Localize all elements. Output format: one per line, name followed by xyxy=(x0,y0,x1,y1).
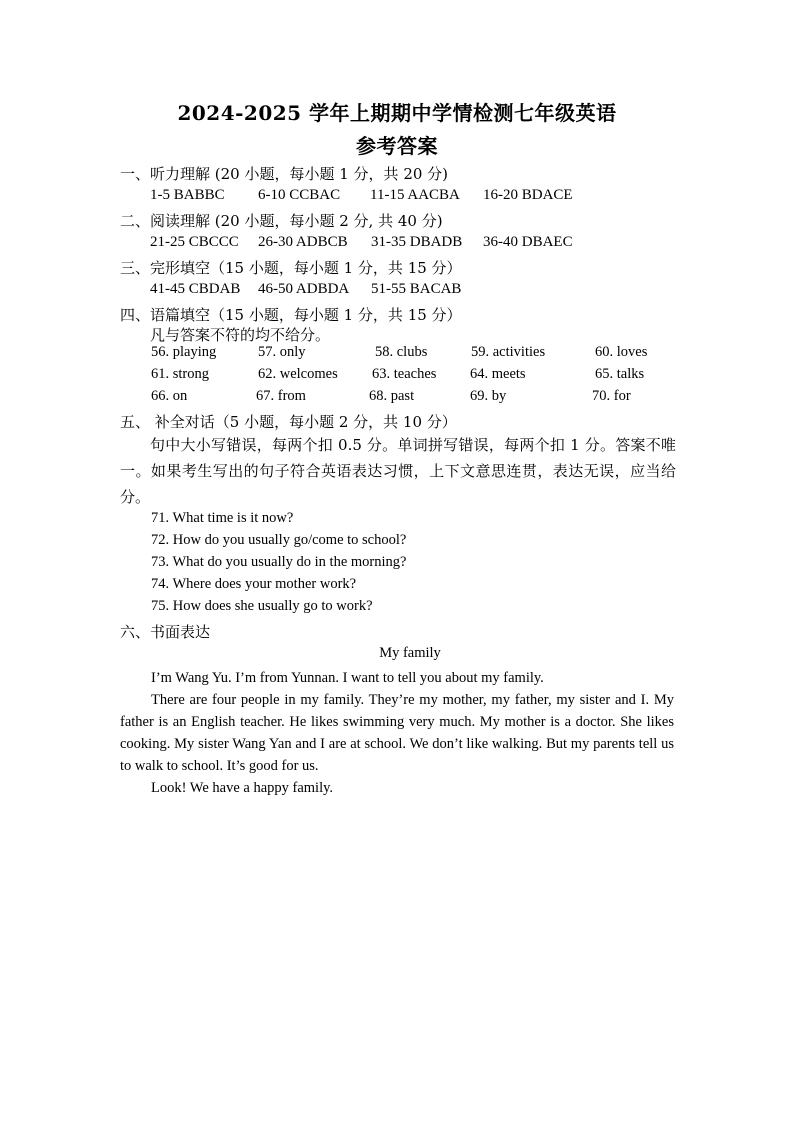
grid-cell: 62. welcomes xyxy=(258,366,338,382)
grid-cell: 57. only xyxy=(258,344,306,360)
dialogue-answer: 74. Where does your mother work? xyxy=(151,576,357,592)
dialogue-answer: 71. What time is it now? xyxy=(151,510,294,526)
grid-cell: 61. strong xyxy=(151,366,209,382)
grid-cell: 70. for xyxy=(592,388,631,404)
dialogue-answer: 75. How does she usually go to work? xyxy=(151,598,373,614)
section3-answers xyxy=(150,281,461,298)
answer-group: 36-40 DBAEC xyxy=(483,234,573,250)
answer-group: 11-15 AACBA xyxy=(370,187,460,203)
answer-group: 16-20 BDACE xyxy=(483,187,573,203)
section1-heading: 一、听力理解 (20 小题，每小题 1 分，共 20 分) xyxy=(120,165,449,183)
grid-cell: 63. teaches xyxy=(372,366,437,382)
section2-answers xyxy=(150,234,573,251)
answer-group: 1-5 BABBC xyxy=(150,187,225,203)
answer-group: 46-50 ADBDA xyxy=(258,281,350,297)
section2-heading: 二、阅读理解 (20 小题，每小题 2 分, 共 40 分) xyxy=(120,212,443,230)
answer-group: 31-35 DBADB xyxy=(371,234,463,250)
grid-cell: 58. clubs xyxy=(375,344,428,360)
essay-paragraph: Look! We have a happy family. xyxy=(151,780,334,796)
answer-group: 6-10 CCBAC xyxy=(258,187,341,203)
grid-cell: 59. activities xyxy=(471,344,546,360)
page-title: 2024-2025 学年上期期中学情检测七年级英语 xyxy=(177,101,617,125)
grid-cell: 66. on xyxy=(151,388,188,404)
section4-note: 凡与答案不符的均不给分。 xyxy=(150,326,331,344)
grid-cell: 69. by xyxy=(470,388,507,404)
section6-heading: 六、书面表达 xyxy=(120,623,211,641)
section4-heading: 四、语篇填空（15 小题，每小题 1 分，共 15 分） xyxy=(120,306,462,324)
section5-note: 句中大小写错误，每两个扣 0.5 分。单词拼写错误，每两个扣 1 分。答案不唯一。如果考生写出的句子符合英语表达习惯，上下文意思连贯，表达无误，应当给分。 xyxy=(120,436,676,506)
essay-paragraph: I’m Wang Yu. I’m from Yunnan. I want to tell you about my family. xyxy=(151,670,544,686)
grid-cell: 67. from xyxy=(256,388,306,404)
answer-group: 26-30 ADBCB xyxy=(258,234,348,250)
answer-group: 51-55 BACAB xyxy=(371,281,462,297)
grid-cell: 64. meets xyxy=(470,366,526,382)
grid-cell: 56. playing xyxy=(151,344,217,360)
grid-cell: 60. loves xyxy=(595,344,648,360)
section5-heading: 五、 补全对话（5 小题，每小题 2 分，共 10 分） xyxy=(120,413,457,431)
answer-group: 21-25 CBCCC xyxy=(150,234,239,250)
page-subtitle: 参考答案 xyxy=(356,134,438,158)
section3-heading: 三、完形填空（15 小题，每小题 1 分，共 15 分） xyxy=(120,259,462,277)
essay-title: My family xyxy=(379,645,441,661)
dialogue-answer: 73. What do you usually do in the morning? xyxy=(151,554,407,570)
essay-body xyxy=(120,667,674,799)
dialogue-answer: 72. How do you usually go/come to school? xyxy=(151,532,407,548)
grid-cell: 68. past xyxy=(369,388,415,404)
section1-answers xyxy=(150,187,573,204)
answer-group: 41-45 CBDAB xyxy=(150,281,241,297)
essay-paragraph: There are four people in my family. They’re my mother, my father, my sister and I. My father is an English teacher. He likes swimming very much. My mother is a doctor. She likes cooking. My sister Wang Yan and I are at school. We don’t like walking. But my parents tell us to walk to school. It’s good for us. xyxy=(120,692,674,774)
grid-cell: 65. talks xyxy=(595,366,645,382)
